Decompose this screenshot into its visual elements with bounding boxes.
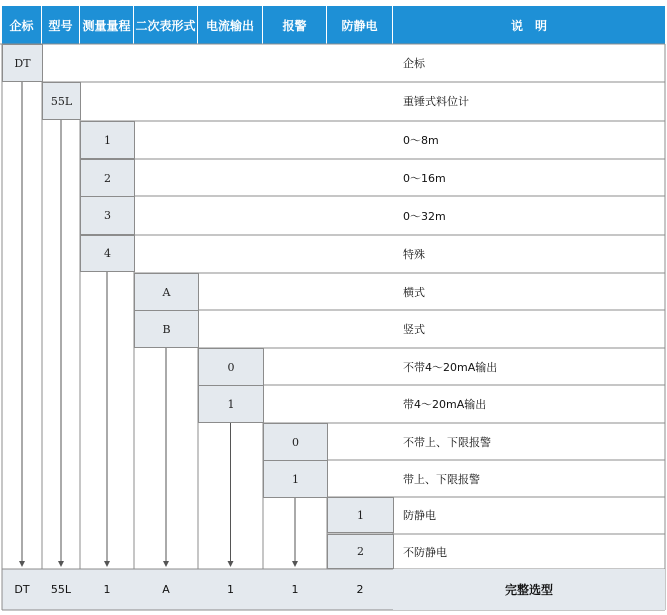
option-description: 带上、下限报警 bbox=[403, 473, 480, 486]
option-code-cell: 2 bbox=[327, 534, 394, 569]
option-description: 带4～20mA输出 bbox=[403, 398, 487, 411]
option-code-cell: 4 bbox=[80, 235, 135, 272]
header-cell: 电流输出 bbox=[198, 6, 263, 44]
option-code-cell: 1 bbox=[327, 497, 394, 533]
option-description: 不带上、下限报警 bbox=[403, 436, 491, 449]
footer-code: 1 bbox=[291, 583, 299, 596]
footer-code: 2 bbox=[356, 583, 364, 596]
header-cell: 说 明 bbox=[393, 6, 665, 44]
option-code-cell: A bbox=[134, 273, 199, 311]
option-code-cell: DT bbox=[2, 44, 43, 82]
option-description: 特殊 bbox=[403, 247, 425, 261]
footer-code: 1 bbox=[103, 583, 111, 596]
option-description: 0～32m bbox=[403, 209, 446, 223]
header-cell: 型号 bbox=[42, 6, 80, 44]
footer-code: 1 bbox=[227, 583, 234, 596]
option-description: 不防静电 bbox=[403, 545, 447, 559]
header-cell: 企标 bbox=[2, 6, 42, 44]
option-code-cell: 0 bbox=[263, 423, 328, 461]
option-code-cell: B bbox=[134, 310, 199, 348]
header-cell: 测量量程 bbox=[80, 6, 134, 44]
option-code-cell: 0 bbox=[198, 348, 264, 386]
option-description: 0～16m bbox=[403, 172, 446, 185]
footer-code: DT bbox=[14, 583, 30, 596]
option-description: 重锤式料位计 bbox=[403, 95, 469, 108]
complete-selection-label: 完整选型 bbox=[393, 569, 665, 610]
option-code-cell: 1 bbox=[198, 385, 264, 423]
option-code-cell: 1 bbox=[80, 121, 135, 159]
header-cell: 报警 bbox=[263, 6, 327, 44]
header-cell: 防静电 bbox=[327, 6, 393, 44]
option-description: 企标 bbox=[403, 57, 425, 70]
header-cell: 二次表形式 bbox=[134, 6, 198, 44]
footer-code: A bbox=[162, 583, 170, 596]
option-code-cell: 1 bbox=[263, 460, 328, 498]
option-description: 防静电 bbox=[403, 509, 436, 522]
option-description: 0～8m bbox=[403, 134, 439, 147]
option-code-cell: 2 bbox=[80, 159, 135, 197]
option-description: 竖式 bbox=[403, 323, 425, 336]
option-description: 不带4～20mA输出 bbox=[403, 361, 498, 374]
option-description: 横式 bbox=[403, 286, 425, 299]
option-code-cell: 3 bbox=[80, 196, 135, 235]
option-code-cell: 55L bbox=[42, 82, 81, 120]
footer-code: 55L bbox=[50, 583, 72, 596]
